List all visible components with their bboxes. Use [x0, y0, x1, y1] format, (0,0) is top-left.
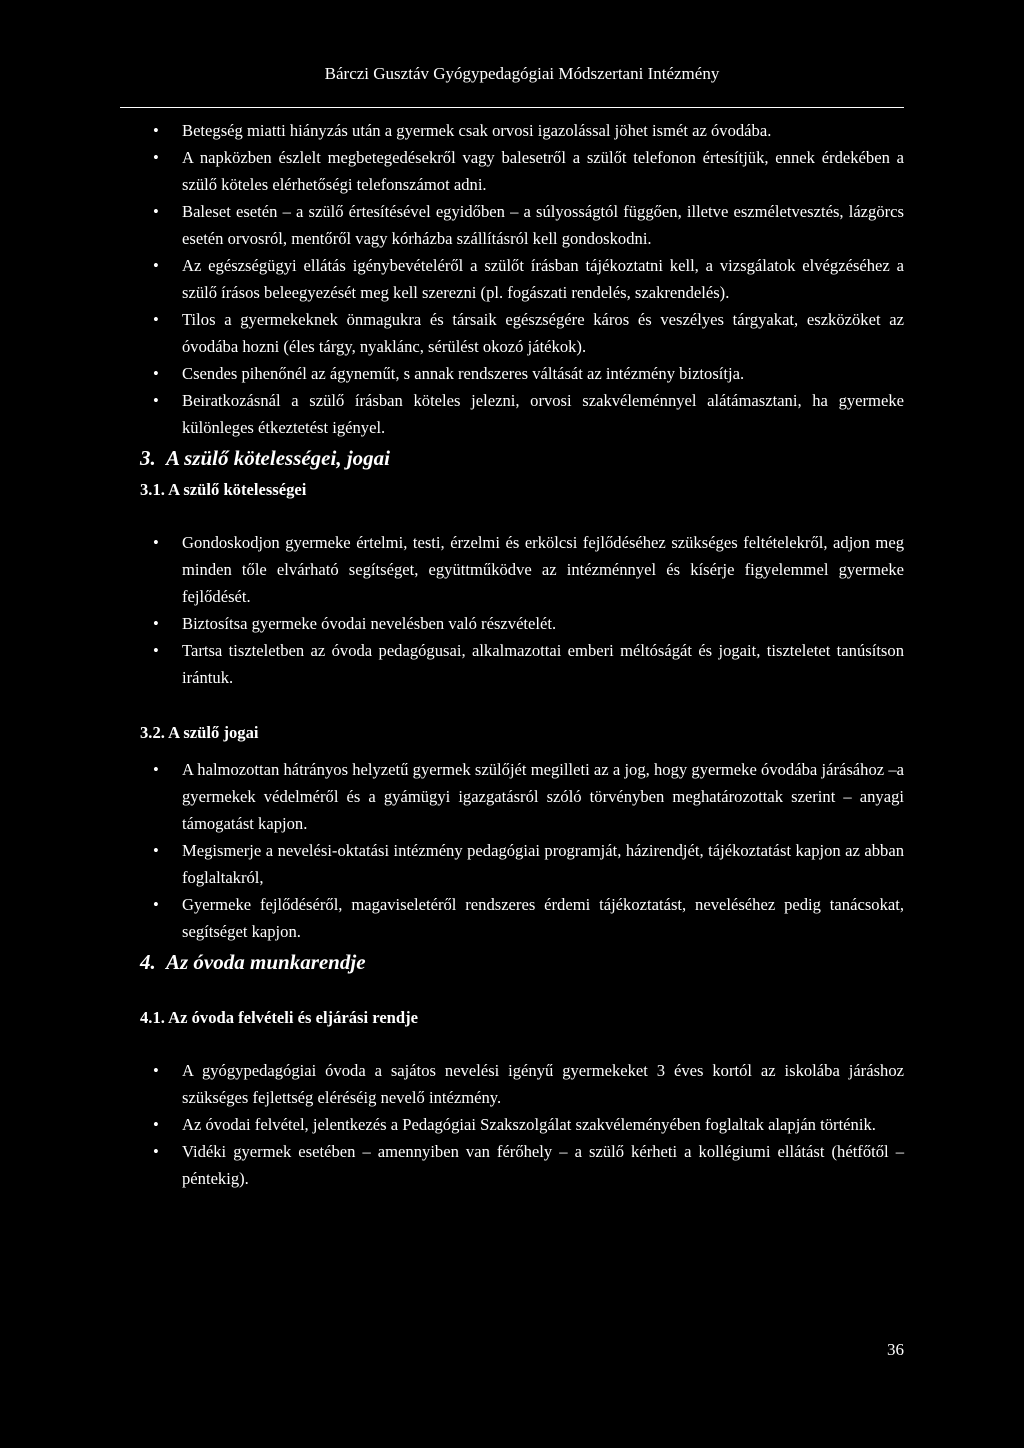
subsection-heading-4-1: 4.1. Az óvoda felvételi és eljárási rendje — [140, 1008, 419, 1027]
section-number: 4. — [140, 950, 156, 974]
list-item: • Megismerje a nevelési-oktatási intézmény pedagógiai programját, házirendjét, tájékoztatást kapjon az abban foglaltakról, — [140, 837, 904, 891]
list-item: • Az egészségügyi ellátás igénybevételéről a szülőt írásban tájékoztatni kell, a vizsgálatok elvégzéséhez a szülő írásos beleegyezését meg kell szerezni (pl. fogászati rendelés, szakrendelés). — [140, 252, 904, 306]
page-number: 36 — [887, 1340, 904, 1359]
list-item: • Tilos a gyermekeknek önmagukra és társaik egészségére káros és veszélyes tárgyakat, eszközöket az óvodába hozni (éles tárgy, nyaklánc, sérülést okozó játékok). — [140, 306, 904, 360]
section-title: Az óvoda munkarendje — [166, 950, 366, 974]
list-item: • A napközben észlelt megbetegedésekről vagy balesetről a szülőt telefonon értesítjük, ennek érdekében a szülő köteles elérhetőségi telefonszámot adni. — [140, 144, 904, 198]
list-item: • Az óvodai felvétel, jelentkezés a Pedagógiai Szakszolgálat szakvéleményében foglaltak alapján történik. — [140, 1111, 904, 1138]
list-item: • Gyermeke fejlődéséről, magaviseletéről rendszeres érdemi tájékoztatást, neveléséhez pedig tanácsokat, segítséget kapjon. — [140, 891, 904, 945]
section-heading-4 — [140, 949, 904, 976]
section-number: 3. — [140, 446, 156, 470]
section-heading-3 — [140, 445, 904, 472]
list-item: • A gyógypedagógiai óvoda a sajátos nevelési igényű gyermekeket 3 éves kortól az iskolába járáshoz szükséges fejlettség eléréséig nevelő intézmény. — [140, 1057, 904, 1111]
header-divider — [120, 107, 904, 108]
parent-rights-list — [140, 756, 904, 945]
document-body — [140, 117, 904, 1192]
list-item: • A halmozottan hátrányos helyzetű gyermek szülőjét megilleti az a jog, hogy gyermeke óvodába járásához –a gyermekek védelméről és a gyámügyi igazgatásról szóló törvényben meghatározottak szerint – anyagi támogatást kapjon. — [140, 756, 904, 837]
admission-rules-list — [140, 1057, 904, 1192]
list-item: • Biztosítsa gyermeke óvodai nevelésben való részvételét. — [140, 610, 904, 637]
list-item: • Csendes pihenőnél az ágyneműt, s annak rendszeres váltását az intézmény biztosítja. — [140, 360, 904, 387]
section-title: A szülő kötelességei, jogai — [166, 446, 391, 470]
list-item: • Beiratkozásnál a szülő írásban köteles jelezni, orvosi szakvéleménnyel alátámasztani, ha gyermeke különleges étkeztetést igényel. — [140, 387, 904, 441]
list-item: • Baleset esetén – a szülő értesítésével egyidőben – a súlyosságtól függően, illetve eszméletvesztés, lázgörcs esetén orvosról, mentőről vagy kórházba szállításról kell gondoskodni. — [140, 198, 904, 252]
page-header: Bárczi Gusztáv Gyógypedagógiai Módszertani Intézmény — [324, 64, 720, 83]
list-item: • Betegség miatti hiányzás után a gyermek csak orvosi igazolással jöhet ismét az óvodába. — [140, 117, 904, 144]
list-item: • Vidéki gyermek esetében – amennyiben van férőhely – a szülő kérheti a kollégiumi ellátást (hétfőtől – péntekig). — [140, 1138, 904, 1192]
parent-duties-list — [140, 529, 904, 691]
list-item: • Gondoskodjon gyermeke értelmi, testi, érzelmi és erkölcsi fejlődéséhez szükséges feltételekről, adjon meg minden tőle elvárható segítséget, együttműködve az intézménnyel és kísérje figyelemmel gyermeke fejlődését. — [140, 529, 904, 610]
subsection-heading-3-2: 3.2. A szülő jogai — [140, 723, 259, 742]
list-item: • Tartsa tiszteletben az óvoda pedagógusai, alkalmazottai emberi méltóságát és jogait, tiszteletet tanúsítson irántuk. — [140, 637, 904, 691]
subsection-heading-3-1: 3.1. A szülő kötelességei — [140, 480, 307, 499]
health-rules-list — [140, 117, 904, 441]
